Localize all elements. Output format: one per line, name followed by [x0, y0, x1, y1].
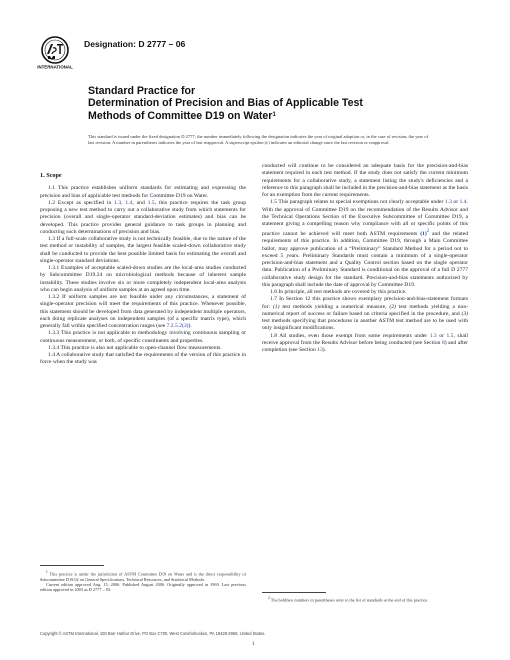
link-1-3[interactable]: 1.3	[429, 332, 437, 339]
link-1-5[interactable]: 1.5	[446, 332, 454, 339]
paragraph-1-3-3: 1.3.3 This practice is not applicable to methodology involving continuous sampling or continuous measurement, or both, of specific constituents and properties.	[40, 330, 246, 344]
text-run: , and	[132, 199, 148, 206]
text-run: or	[451, 199, 460, 206]
text-run: 1.5 This paragraph relates to special exemptions not clearly acceptable under	[270, 199, 445, 206]
copyright-notice: Copyright © ASTM International, 100 Barr Harbor Drive, PO Box C700, West Conshohocken, PA 19428-2959, United States.	[40, 631, 266, 636]
link-text: 7.2.5.2(	[166, 323, 184, 329]
text-run: test methods specifying that procedures in another ASTM test method are to be used with only insignificant modifications.	[262, 318, 468, 332]
footnote-mark: 2	[268, 596, 270, 600]
text-run: ,	[121, 199, 126, 206]
logo-wordmark: INTERNATIONAL	[37, 64, 73, 70]
document-title	[88, 85, 468, 122]
footnote-mark: 1	[46, 570, 48, 574]
title-line-2: Determination of Precision and Bias of Applicable Test	[88, 97, 363, 110]
astm-logo	[37, 36, 73, 72]
paragraph-1-3-4: 1.3.4 This practice is also not applicable to open-channel flow measurements.	[48, 344, 222, 351]
text-run: 1.3.2 If uniform samples are not feasible under any circumstances, a statement of single-operator precision will meet the requirements of this practice. Whenever possible, this statement should be developed from data generated by independent multiple operators, each doing replicate analyses on independent samples (of a specific matrix type), which generally fall within specified concentration ranges (see	[40, 294, 246, 329]
link-1-5[interactable]: 1.5	[147, 199, 155, 206]
paragraph-1-4-continued: conducted will continue to be considered an adequate basis for the precision-and-bias statement required in each test method. If the study does not satisfy the current minimum requirements for a collaborative study, a statement listing the study's deficiencies and a reference to this paragraph shall be included in the precision-and-bias statement as the basis for an exemption from the current requirements.	[262, 163, 468, 198]
left-column	[40, 172, 246, 367]
link-text: )	[186, 323, 189, 329]
text-run: . With the approval of Committee D19 on the recommendation of the Results Advisor and the Technical Operations Section of the Executive Subcommittee of Committee D19, a statement giving a compelling reason why compliance with all or specific points of this practice cannot be achieved will meet both ASTM requirements	[262, 199, 468, 238]
text-run: ).	[188, 323, 192, 329]
page-number: 1	[252, 641, 255, 647]
designation: Designation: D 2777 – 06	[84, 39, 186, 49]
text-run: , shall receive approval from the Results Advisor before being conducted (see Section	[262, 332, 468, 346]
title-line-1: Standard Practice for	[88, 85, 196, 97]
text-run: 1.2 Except as specified in	[48, 199, 115, 206]
title-line-3	[88, 110, 468, 122]
paragraph-1-8	[262, 333, 468, 355]
paragraph-1-2	[40, 200, 246, 236]
text-run: test methods yielding a non-numerical report of success or failure based on criteria specified in the procedure, and	[262, 303, 468, 317]
text-run: , this practice requires the task group proposing a new test method to carry out a collaborative study from which statements for precision (overall and single-operator standard-deviation estimates) and bias can be developed. This practice provides general guidance to task groups in planning and conducting such determinations of precision and bias.	[40, 199, 247, 235]
paragraph-1-3: 1.3 If a full-scale collaborative study is not technically feasible, due to the nature of the test method or instability of samples, the largest feasible scaled-down collaborative study shall be conducted to provide the best possible limited basis for estimating the overall and single-operator standard deviations.	[40, 236, 246, 264]
title-line-3-text: Methods of Committee D19 on Water	[88, 109, 273, 122]
footnote-text: The boldface numbers in parentheses refer to the list of standards at the end of this practice.	[270, 597, 429, 603]
right-column	[262, 163, 468, 354]
link-section-13[interactable]: 13	[317, 347, 323, 354]
text-run: 1.7 In Section 12 this practice shows exemplary precision-and-bias-statement formats for:	[262, 296, 468, 310]
enum-marker: (1)	[272, 303, 280, 310]
title-footnote-mark: 1	[272, 111, 276, 118]
footnote-text: This practice is under the jurisdiction of ASTM Committee D19 on Water and is the direct responsibility of Subcommittee D19.02 on General Specifications, Technical Resources, and Statistical Methods.	[40, 571, 247, 582]
paragraph-1-5	[262, 199, 468, 289]
link-section-8[interactable]: 8	[441, 339, 445, 346]
designation-note: This standard is issued under the fixed designation D 2777; the number immediately following the designation indicates the year of original adoption or, in the case of revision, the year of last revision. A number in parentheses indicates the year of last reapproval. A superscript epsilon (ε) indicates an editorial change since the last revision or reapproval.	[88, 134, 428, 146]
link-1-4[interactable]: 1.4	[125, 199, 133, 206]
text-run: and the related requirements of this practice. In addition, Committee D19, through a Main Committee ballot, may approve publication of a “Preliminary” Standard Method for a period not to exceed 5 years. Preliminary Standards must contain a minimum of a single-operator precision-and-bias statement and a Quality Control section based on the single operator data. Publication of a Preliminary Standard is conditional on the approval of a full D 2777 collaborative study design for the standard. Precision-and-bias statements authorized by this paragraph shall include the date of approval by Committee D19.	[262, 231, 468, 288]
footnote-2	[262, 596, 468, 603]
text-run: ).	[322, 347, 327, 354]
paragraph-1-1: 1.1 This practice establishes uniform standards for estimating and expressing the precision and bias of applicable test methods for Committee D19 on Water.	[40, 185, 246, 199]
enum-marker: (3)	[461, 310, 468, 317]
text-run: ) and after completion (see Section	[262, 339, 468, 354]
footnote-1-edition: Current edition approved Aug. 15, 2006. Published August 2006. Originally approved in 1969. Last previous edition approved in 2003 as D 2777 – 03.	[40, 581, 246, 593]
link-1-3[interactable]: 1.3	[444, 199, 452, 206]
paragraph-1-6: 1.6 In principle, all test methods are covered by this practice.	[270, 289, 407, 296]
enum-marker: (2)	[389, 303, 396, 310]
footnote-2-paragraph	[262, 596, 468, 603]
link-1-4[interactable]: 1.4	[459, 199, 467, 206]
paragraph-1-4: 1.4 A collaborative study that satisfied the requirements of the version of this practice in force when the study was	[40, 352, 246, 366]
link-text-italic: 3	[183, 323, 187, 329]
link-1-3[interactable]: 1.3	[114, 199, 122, 206]
text-run: 1.8 All studies, even those exempt from some requirements under	[270, 332, 430, 339]
section-heading-scope: 1. Scope	[40, 172, 62, 179]
footnote-divider-right	[262, 592, 326, 593]
link-7-2-5-2[interactable]	[167, 323, 189, 329]
text-run: or	[436, 332, 447, 339]
text-run: test methods yielding a numerical measure,	[279, 303, 390, 310]
footnote-1	[40, 570, 246, 592]
footnote-divider-left	[40, 565, 104, 566]
paragraph-1-3-2	[40, 294, 246, 330]
paragraph-1-7	[262, 296, 468, 332]
reference-number: (1)	[420, 231, 427, 238]
footnote-1-paragraph	[40, 570, 246, 582]
reference-link-1[interactable]	[420, 231, 429, 237]
paragraph-1-3-1: 1.3.1 Examples of acceptable scaled-down studies are the local-area studies conducted by Subcommittee D19.24 on microbiological methods because of inherent sample instability. These studies involve six or more completely independent local-area analysts who can begin analysis of uniform samples at an agreed upon time.	[40, 265, 246, 293]
footnote-mark: 2	[426, 229, 430, 235]
